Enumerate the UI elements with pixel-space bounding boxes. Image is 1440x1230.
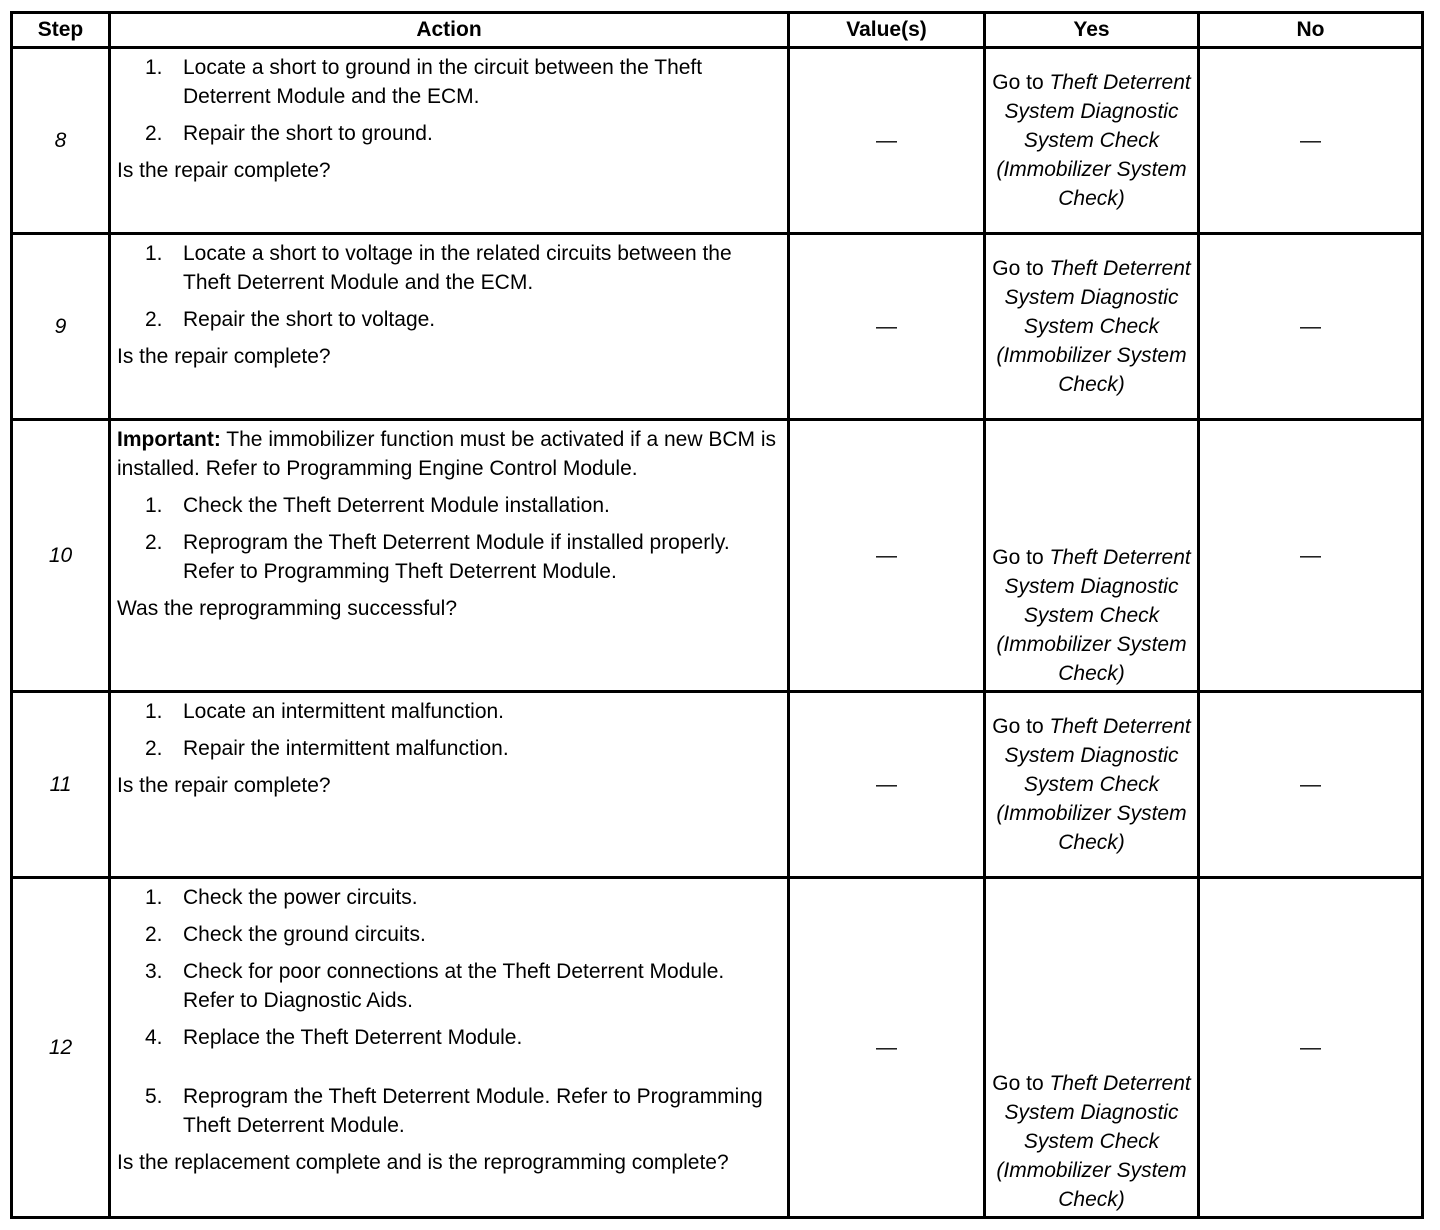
action-step: [117, 53, 779, 111]
value-cell: —: [789, 420, 985, 692]
action-step-number: 2.: [145, 308, 163, 331]
table-row: [12, 692, 1423, 878]
header-action: Action: [110, 13, 789, 48]
diagnostic-table-page: [10, 11, 1421, 1221]
action-step-text: Check the ground circuits.: [183, 923, 426, 946]
header-values: Value(s): [789, 13, 985, 48]
important-label: Important:: [117, 428, 221, 451]
yes-reference-link[interactable]: Theft Deterrent System Diagnostic System Check (Immobilizer System Check): [996, 715, 1191, 854]
action-step-text: Replace the Theft Deterrent Module.: [183, 1026, 523, 1049]
action-step: [117, 239, 779, 297]
action-step-text: Check for poor connections at the Theft Deterrent Module. Refer to Diagnostic Aids.: [183, 960, 725, 1012]
yes-prefix: Go to: [992, 1072, 1044, 1095]
action-step-number: 3.: [145, 960, 163, 983]
important-text: The immobilizer function must be activated if a new BCM is installed. Refer to Programming Engine Control Module.: [117, 428, 777, 480]
action-step-text: Check the power circuits.: [183, 886, 418, 909]
header-row: [12, 13, 1423, 48]
action-question: Is the replacement complete and is the reprogramming complete?: [117, 1151, 729, 1174]
action-step: [117, 883, 779, 912]
yes-reference-link[interactable]: Theft Deterrent System Diagnostic System Check (Immobilizer System Check): [996, 1072, 1191, 1211]
action-step-number: 2.: [145, 531, 163, 554]
action-step-text: Repair the short to voltage.: [183, 308, 436, 331]
yes-cell: [985, 692, 1199, 878]
value-cell: —: [789, 692, 985, 878]
yes-prefix: Go to: [992, 546, 1044, 569]
action-question: Is the repair complete?: [117, 345, 331, 368]
action-step-text: Repair the short to ground.: [183, 122, 433, 145]
action-step: [117, 734, 779, 763]
no-cell: —: [1199, 234, 1423, 420]
value-cell: —: [789, 48, 985, 234]
table-row: [12, 234, 1423, 420]
yes-prefix: Go to: [992, 715, 1044, 738]
action-step-number: 1.: [145, 56, 163, 79]
no-cell: —: [1199, 878, 1423, 1218]
action-step: [117, 957, 779, 1015]
action-question: Is the repair complete?: [117, 159, 331, 182]
action-steps-list: [117, 697, 779, 763]
action-cell: [110, 692, 789, 878]
action-step: [117, 119, 779, 148]
yes-reference-link[interactable]: Theft Deterrent System Diagnostic System Check (Immobilizer System Check): [996, 257, 1191, 396]
action-step: [117, 1023, 779, 1052]
action-step: [117, 528, 779, 586]
no-cell: —: [1199, 692, 1423, 878]
yes-reference-link[interactable]: Theft Deterrent System Diagnostic System Check (Immobilizer System Check): [996, 71, 1191, 210]
header-step: Step: [12, 13, 110, 48]
action-step-number: 1.: [145, 886, 163, 909]
action-step-text: Locate a short to voltage in the related circuits between the Theft Deterrent Module and the ECM.: [183, 242, 732, 294]
action-cell: [110, 878, 789, 1218]
action-question: Is the repair complete?: [117, 774, 331, 797]
action-cell: [110, 234, 789, 420]
no-cell: —: [1199, 48, 1423, 234]
table-row: [12, 48, 1423, 234]
step-number: 8: [12, 48, 110, 234]
step-number: 11: [12, 692, 110, 878]
action-step: [117, 697, 779, 726]
diagnostic-table: [10, 11, 1424, 1219]
action-step-text: Reprogram the Theft Deterrent Module if installed properly. Refer to Programming Theft Deterrent Module.: [183, 531, 730, 583]
action-step: [117, 1082, 779, 1140]
action-step-text: Locate an intermittent malfunction.: [183, 700, 505, 723]
header-yes: Yes: [985, 13, 1199, 48]
action-steps-list: [117, 239, 779, 334]
yes-reference-link[interactable]: Theft Deterrent System Diagnostic System Check (Immobilizer System Check): [996, 546, 1191, 685]
action-steps-list: [117, 53, 779, 148]
table-row: [12, 878, 1423, 1218]
action-cell: [110, 48, 789, 234]
table-row: [12, 420, 1423, 692]
value-cell: —: [789, 234, 985, 420]
step-number: 10: [12, 420, 110, 692]
action-step-text: Repair the intermittent malfunction.: [183, 737, 509, 760]
yes-cell: [985, 878, 1199, 1218]
header-no: No: [1199, 13, 1423, 48]
no-cell: —: [1199, 420, 1423, 692]
action-step: [117, 491, 779, 520]
yes-cell: [985, 234, 1199, 420]
action-step: [117, 305, 779, 334]
step-number: 9: [12, 234, 110, 420]
action-step-number: 2.: [145, 923, 163, 946]
yes-prefix: Go to: [992, 71, 1044, 94]
action-steps-list: [117, 491, 779, 586]
action-step-number: 1.: [145, 700, 163, 723]
action-step-number: 1.: [145, 242, 163, 265]
value-cell: —: [789, 878, 985, 1218]
important-note: [117, 425, 779, 483]
yes-prefix: Go to: [992, 257, 1044, 280]
action-step-number: 2.: [145, 122, 163, 145]
yes-cell: [985, 420, 1199, 692]
yes-cell: [985, 48, 1199, 234]
action-step-text: Locate a short to ground in the circuit between the Theft Deterrent Module and the ECM.: [183, 56, 703, 108]
action-steps-list: [117, 883, 779, 1140]
action-step-text: Reprogram the Theft Deterrent Module. Refer to Programming Theft Deterrent Module.: [183, 1085, 763, 1137]
action-step-number: 5.: [145, 1085, 163, 1108]
action-step-number: 2.: [145, 737, 163, 760]
action-step-number: 1.: [145, 494, 163, 517]
action-question: Was the reprogramming successful?: [117, 597, 458, 620]
action-step-number: 4.: [145, 1026, 163, 1049]
action-step: [117, 920, 779, 949]
action-step-text: Check the Theft Deterrent Module installation.: [183, 494, 610, 517]
step-number: 12: [12, 878, 110, 1218]
action-cell: [110, 420, 789, 692]
